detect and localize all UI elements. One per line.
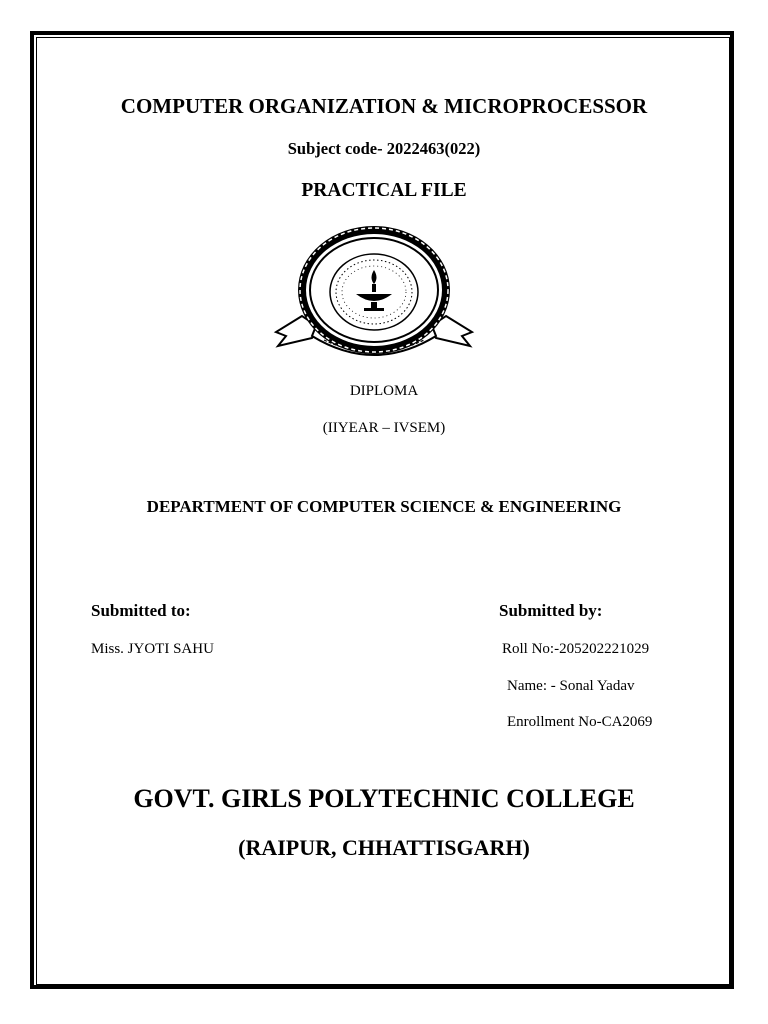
college-location: (RAIPUR, CHHATTISGARH)	[238, 835, 530, 860]
year-semester: (IIYEAR – IVSEM)	[322, 420, 446, 436]
program-label: DIPLOMA	[349, 383, 419, 399]
submitted-to-label: Submitted to:	[91, 601, 191, 620]
enrollment-number: Enrollment No-CA2069	[507, 714, 653, 730]
file-type-heading: PRACTICAL FILE	[301, 180, 467, 201]
department-heading: DEPARTMENT OF COMPUTER SCIENCE & ENGINEERING	[146, 497, 622, 516]
roll-number: Roll No:-205202221029	[502, 641, 650, 657]
subject-code: Subject code- 2022463(022)	[287, 139, 481, 158]
subject-title: COMPUTER ORGANIZATION & MICROPROCESSOR	[120, 94, 648, 118]
submitted-to-name: Miss. JYOTI SAHU	[91, 641, 214, 657]
college-name: GOVT. GIRLS POLYTECHNIC COLLEGE	[133, 784, 635, 813]
submitted-by-label: Submitted by:	[499, 601, 603, 620]
college-emblem-lamp-icon	[272, 224, 476, 376]
student-name: Name: - Sonal Yadav	[507, 678, 635, 694]
